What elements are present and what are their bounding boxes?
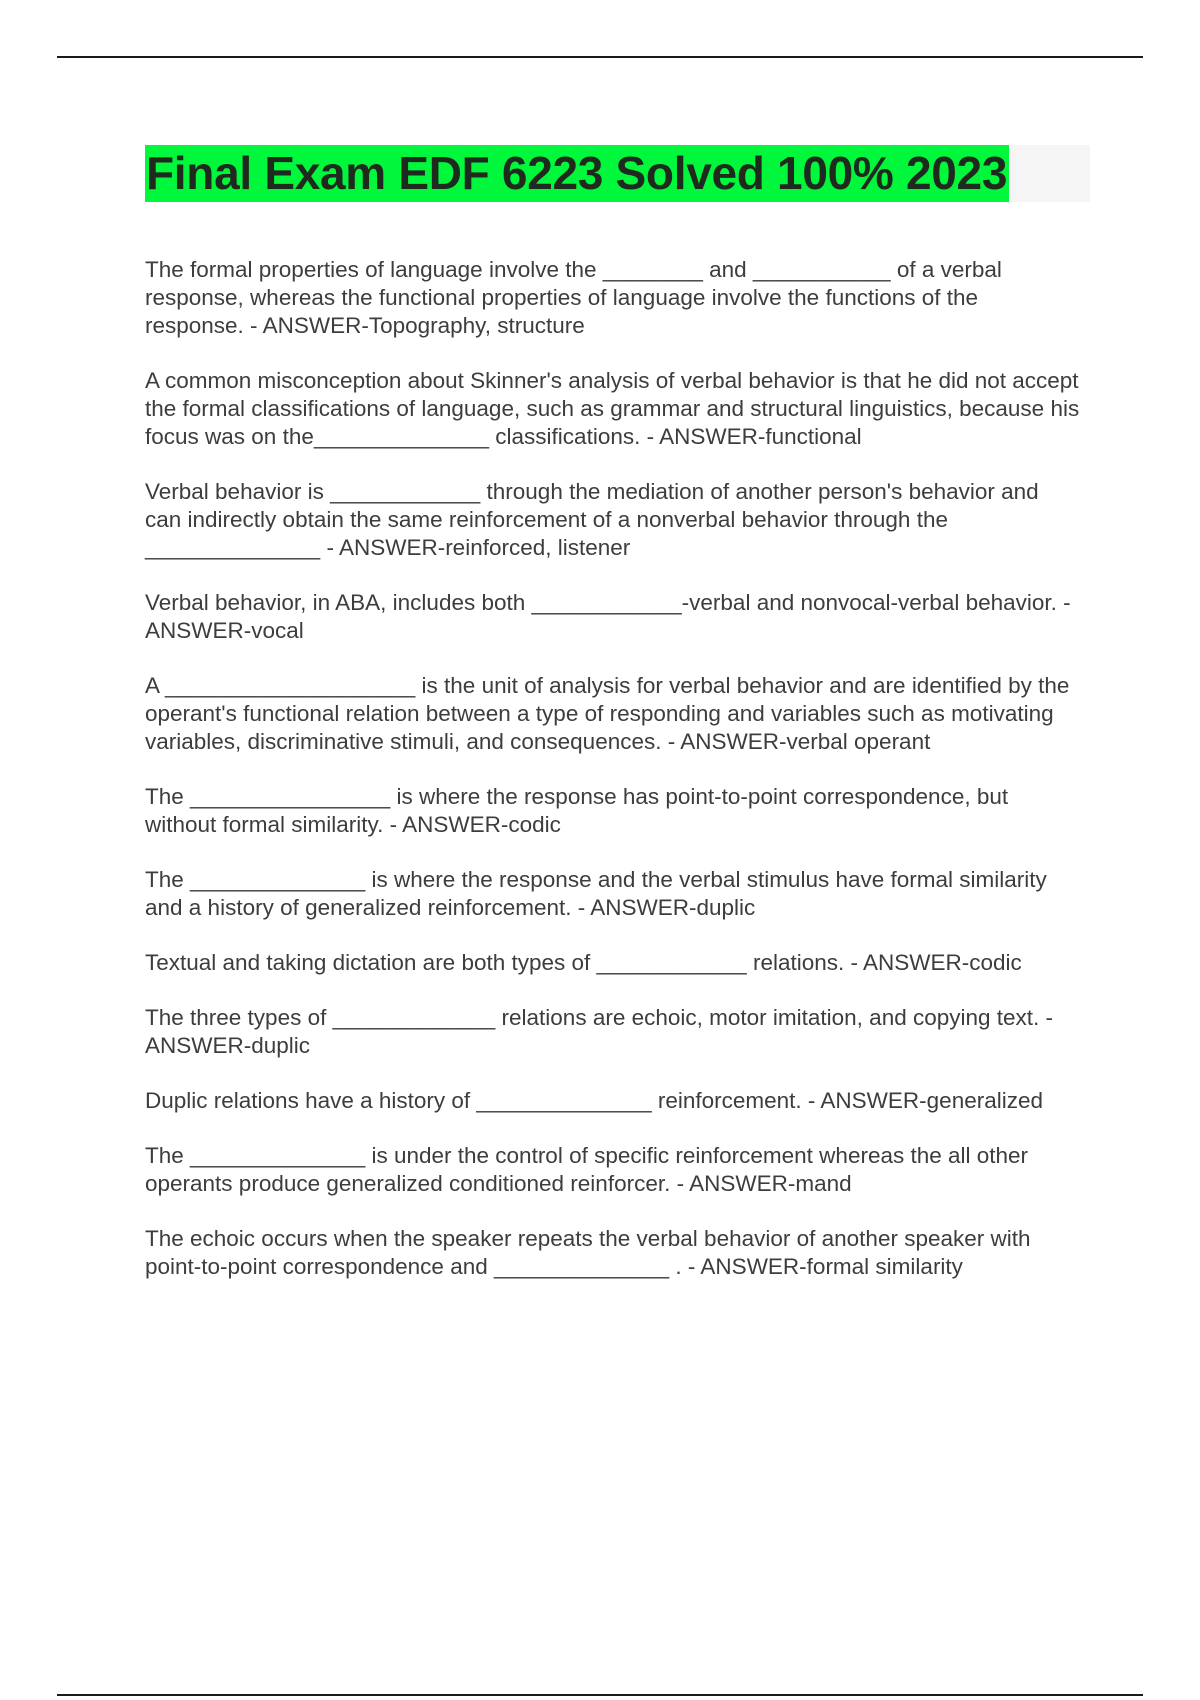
question-item: Verbal behavior is ____________ through the mediation of another person's behavior and can indirectly obtain the same reinforcement of a nonverbal behavior through the ______________ - ANSWER-reinforced, listener — [145, 479, 1045, 560]
question-item: Verbal behavior, in ABA, includes both ____________-verbal and nonvocal-verbal behavior. - ANSWER-vocal — [145, 590, 1076, 643]
question-item: A common misconception about Skinner's analysis of verbal behavior is that he did not accept the formal classifications of language, such as grammar and structural linguistics, because his focus was on the______________ classifications. - ANSWER-functional — [145, 368, 1086, 449]
question-item: The ______________ is under the control of specific reinforcement whereas the all other operants produce generalized conditioned reinforcer. - ANSWER-mand — [145, 1143, 1035, 1196]
bottom-divider — [57, 1694, 1143, 1696]
title-banner — [145, 145, 1090, 202]
question-item: The three types of _____________ relations are echoic, motor imitation, and copying text. - ANSWER-duplic — [145, 1005, 1059, 1058]
top-divider — [57, 56, 1143, 58]
question-item: The echoic occurs when the speaker repeats the verbal behavior of another speaker with point-to-point correspondence and ______________ . - ANSWER-formal similarity — [145, 1226, 1037, 1279]
question-list — [145, 256, 1086, 1308]
page-title: Final Exam EDF 6223 Solved 100% 2023 — [145, 145, 1009, 202]
question-item: The ______________ is where the response and the verbal stimulus have formal similarity and a history of generalized reinforcement. - ANSWER-duplic — [145, 867, 1054, 920]
question-item: Duplic relations have a history of ______________ reinforcement. - ANSWER-generalized — [145, 1088, 1044, 1113]
question-item: A ____________________ is the unit of analysis for verbal behavior and are identified by the operant's functional relation between a type of responding and variables such as motivating variables, discriminative stimuli, and consequences. - ANSWER-verbal operant — [145, 673, 1076, 754]
question-item: The ________________ is where the response has point-to-point correspondence, but without formal similarity. - ANSWER-codic — [145, 784, 1015, 837]
question-item: The formal properties of language involve the ________ and ___________ of a verbal response, whereas the functional properties of language involve the functions of the response. - ANSWER-Topography, structure — [145, 257, 1009, 338]
question-item: Textual and taking dictation are both types of ____________ relations. - ANSWER-codic — [145, 950, 1022, 975]
